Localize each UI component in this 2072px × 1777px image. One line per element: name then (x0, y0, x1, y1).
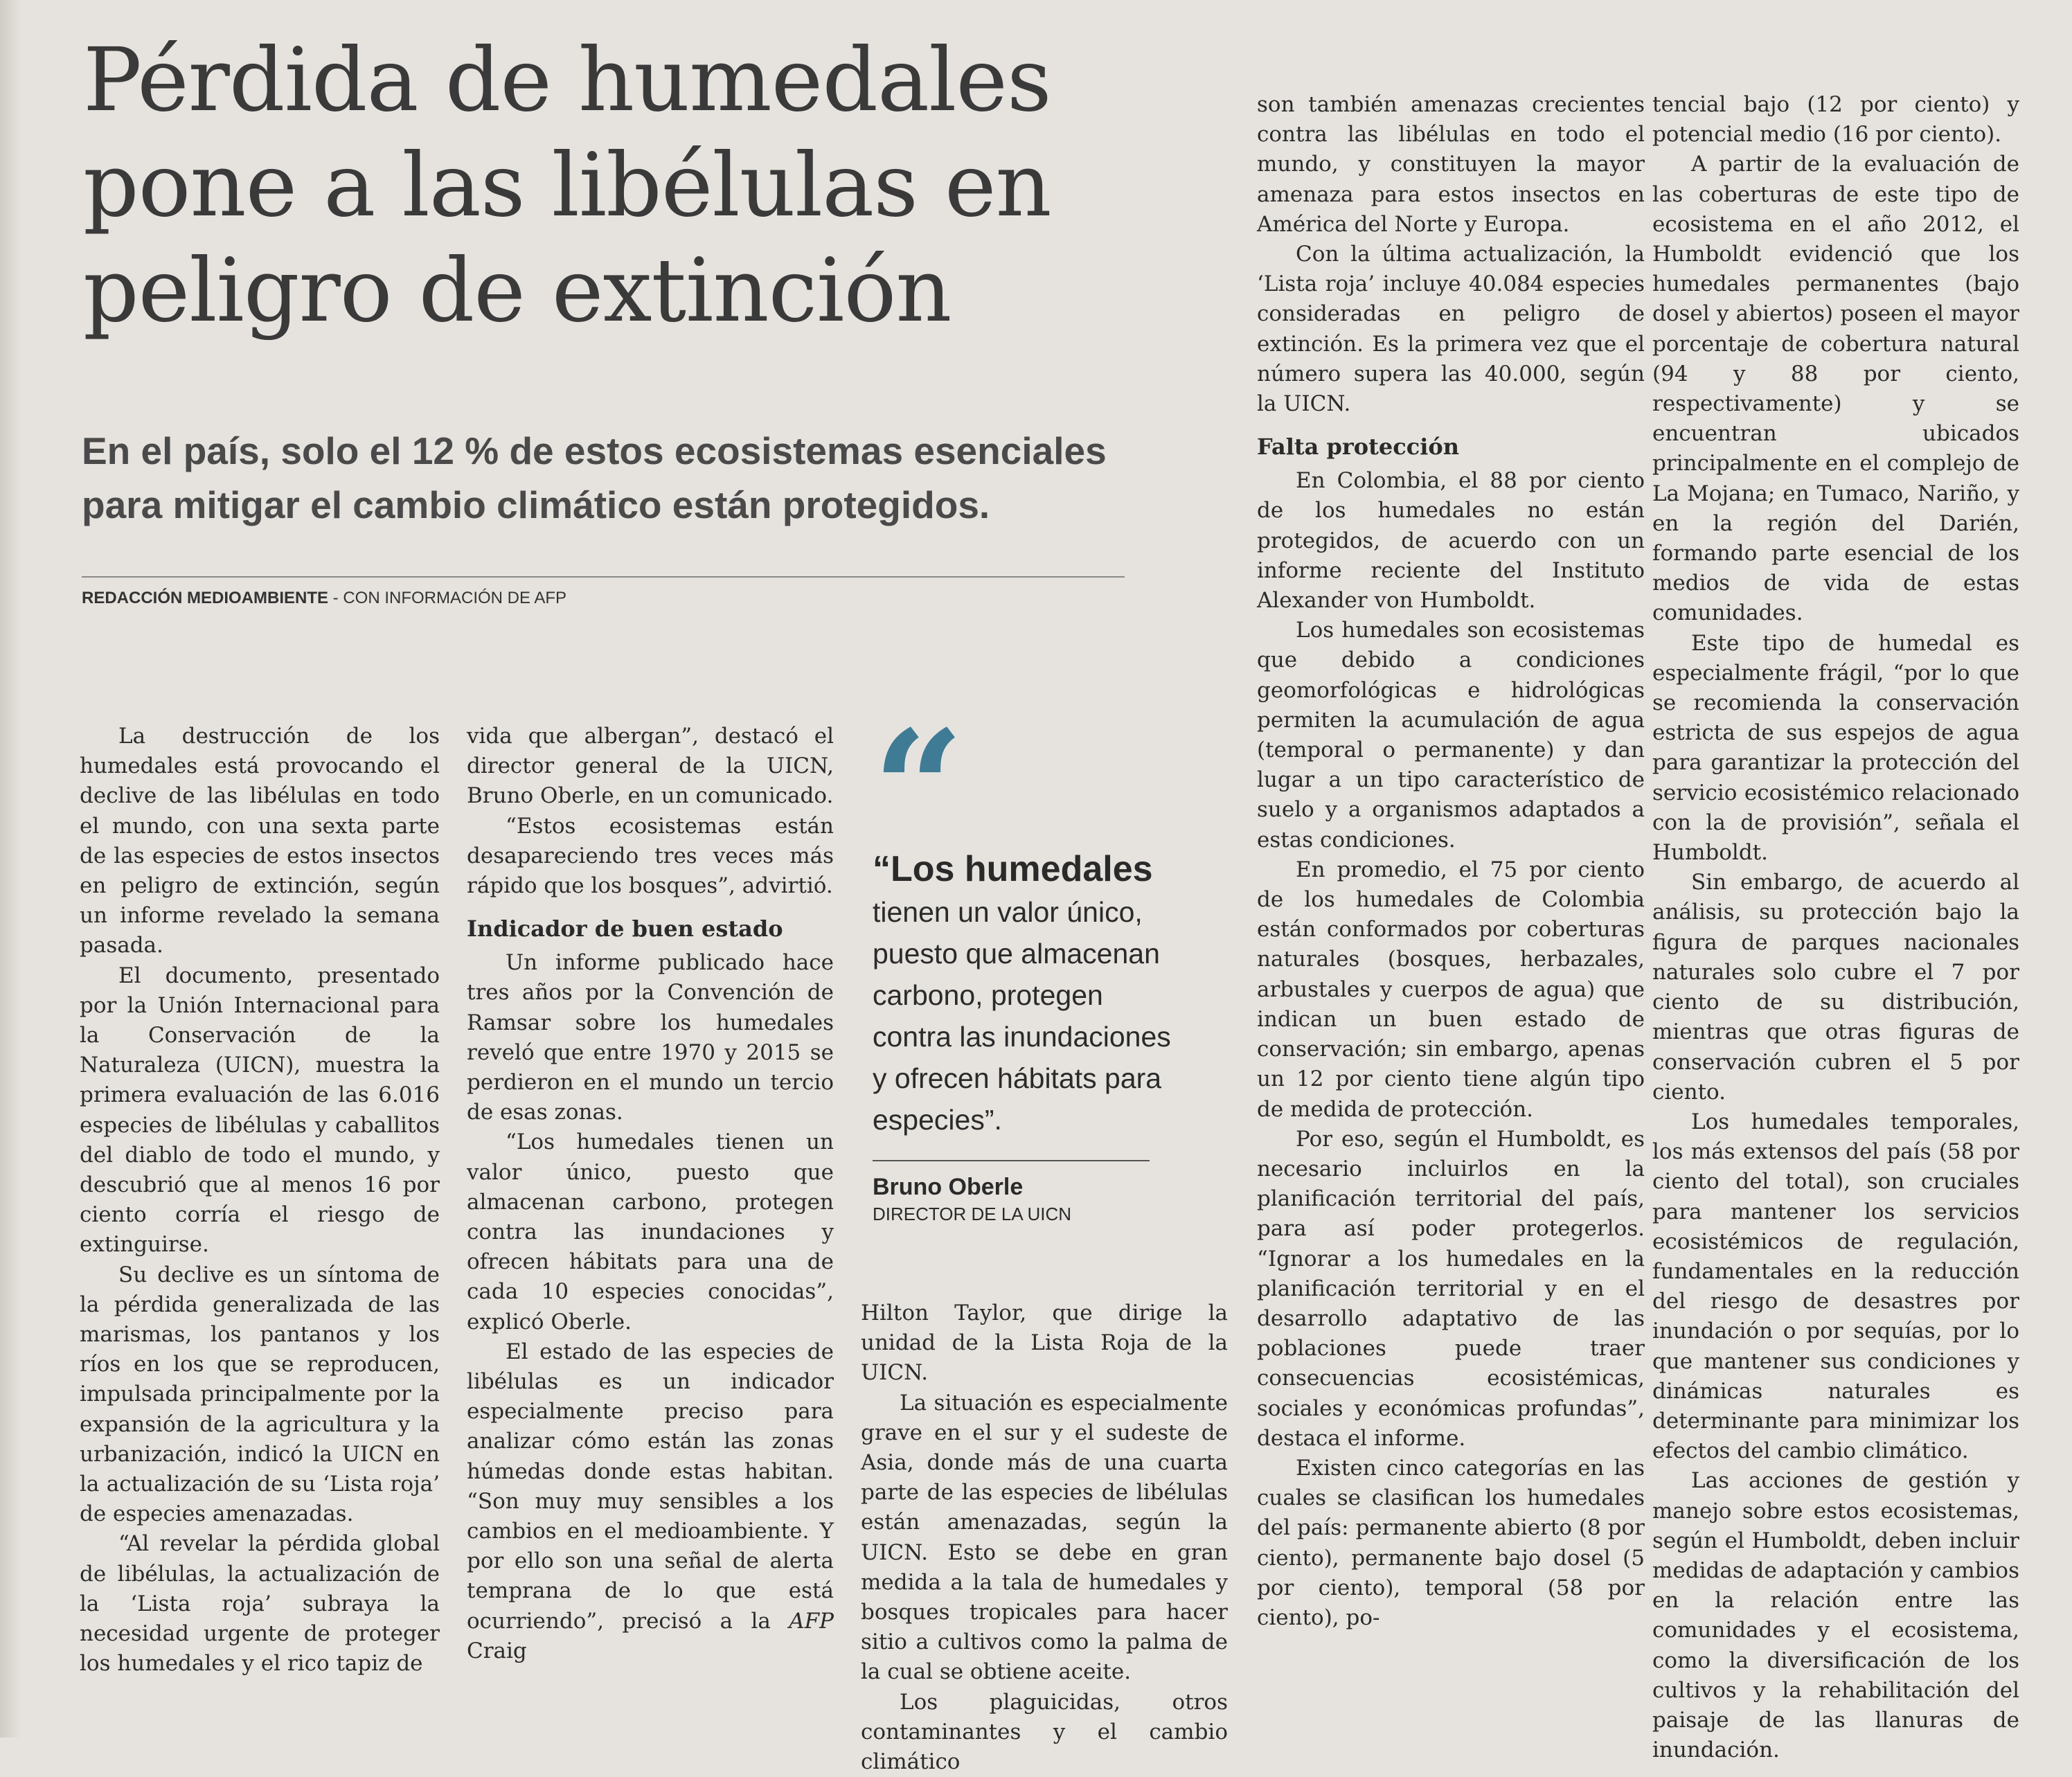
byline-source: - CON INFORMACIÓN DE AFP (328, 589, 567, 607)
byline-divider (82, 576, 1125, 578)
body-column-4 (1257, 90, 1645, 1633)
pull-quote-line: contra las inundaciones (873, 1021, 1171, 1053)
pull-quote-line: puesto que almacenan (873, 938, 1160, 970)
paragraph: Con la última actualización, la ‘Lista roja’ incluye 40.084 especies consideradas en peligro de extinción. Es la primera vez que el número supera las 40.000, según la UICN. (1257, 242, 1645, 417)
paragraph: Los humedales son ecosistemas que debido a condiciones geomorfológicas e hidrológicas permiten la acumulación de agua (temporal o permanente) y dan lugar a un tipo característico de suelo y a organismos adaptados a estas condiciones. (1257, 618, 1645, 852)
paragraph: Los plaguicidas, otros contaminantes y el cambio climático (861, 1689, 1228, 1775)
paragraph: En Colombia, el 88 por ciento de los humedales no están protegidos, de acuerdo con un informe reciente del Instituto Alexander von Humboldt. (1257, 468, 1645, 614)
paragraph: La situación es especialmente grave en el sur y el sudeste de Asia, donde más de una cuarta parte de las especies de libélulas están amenazadas, según la UICN. Esto se debe en gran medida a la tala de humedales y bosques tropicales para hacer sitio a cultivos como la palma de la cual se obtiene aceite. (861, 1390, 1228, 1685)
pull-quote-author: Bruno Oberle (873, 1174, 1024, 1200)
headline-line: peligro de extinción (83, 240, 952, 341)
paragraph: Los humedales temporales, los más extensos del país (58 por ciento del total), son cruciales para mantener los servicios ecosistémicos de regulación, fundamentales en la reducción del riesgo de desastres por inundación o por sequías, por lo que mantener sus condiciones y dinámicas naturales es determinante para minimizar los efectos del cambio climático. (1652, 1109, 2019, 1464)
section-heading: Falta protección (1257, 434, 1459, 461)
pull-quote-line: carbono, protegen (873, 979, 1103, 1011)
pull-quote-role: DIRECTOR DE LA UICN (873, 1204, 1072, 1224)
paragraph: Sin embargo, de acuerdo al análisis, su protección bajo la figura de parques nacionales naturales solo cubre el 7 por ciento de su distribución, mientras que otras figuras de conservación cubren el 5 por ciento. (1652, 870, 2019, 1105)
paragraph: “Los humedales tienen un valor único, puesto que almacenan carbono, protegen contra las inundaciones y ofrecen hábitats para una de cada 10 especies conocidas”, explicó Oberle. (467, 1129, 834, 1334)
paragraph-text: El estado de las especies de libélulas es un indicador especialmente preciso para analizar cómo están las zonas húmedas donde estas habitan. “Son muy muy sensibles a los cambios en el medioambiente. Y por ello son una señal de alerta temprana de lo que está ocurriendo”, precisó a la (467, 1339, 834, 1634)
pull-quote-line: y ofrecen hábitats para (873, 1062, 1162, 1094)
pull-quote-lead: “Los humedales (873, 849, 1153, 889)
body-column-5 (1652, 90, 2019, 1765)
article-headline (83, 28, 1219, 343)
article-subheadline (82, 424, 1162, 532)
pull-quote-text (873, 891, 1205, 1141)
subhead-line: En el país, solo el 12 % de estos ecosistemas esenciales (82, 429, 1107, 472)
paragraph: Este tipo de humedal es especialmente frágil, “por lo que se recomienda la conservación estricta de sus espejos de agua para garantizar la protección del servicio ecosistémico relacionado con la de provisión”, señala el Humboldt. (1652, 630, 2019, 866)
headline-line: Pérdida de humedales (83, 29, 1051, 131)
pull-quote-line: tienen un valor único, (873, 896, 1143, 928)
paragraph: En promedio, el 75 por ciento de los humedales de Colombia están conformados por coberturas naturales (bosques, herbazales, arbustales y cuerpos de agua) que indican un buen estado de conservación; sin embargo, apenas un 12 por ciento tiene algún tipo de medida de protección. (1257, 857, 1645, 1122)
paragraph: Por eso, según el Humboldt, es necesario incluirlos en la planificación territorial del país, para así poder protegerlos. “Ignorar a los humedales en la planificación territorial y en el desarrollo adaptativo de las poblaciones puede traer consecuencias ecosistémicas, sociales y económicas profundas”, destaca el informe. (1257, 1126, 1645, 1451)
paragraph: “Al revelar la pérdida global de libélulas, la actualización de la ‘Lista roja’ subraya la necesidad urgente de proteger los humedales y el rico tapiz de (80, 1531, 440, 1677)
paragraph: Su declive es un síntoma de la pérdida generalizada de las marismas, los pantanos y los ríos en los que se reproducen, impulsada principalmente por la expansión de la agricultura y la urbanización, indicó la UICN en la actualización de su ‘Lista roja’ de especies amenazadas. (80, 1262, 440, 1527)
paragraph: “Estos ecosistemas están desapareciendo tres veces más rápido que los bosques”, advirtió. (467, 813, 834, 899)
subhead-line: para mitigar el cambio climático están protegidos. (82, 483, 990, 526)
body-column-1 (80, 722, 440, 1679)
paragraph: La destrucción de los humedales está provocando el declive de las libélulas en todo el mundo, con una sexta parte de las especies de estos insectos en peligro de extinción, según un informe revelado la semana pasada. (80, 724, 440, 958)
paragraph: son también amenazas crecientes contra las libélulas en todo el mundo, y constituyen la mayor amenaza para estos insectos en América del Norte y Europa. (1257, 92, 1645, 237)
paragraph: Las acciones de gestión y manejo sobre estos ecosistemas, según el Humboldt, deben incluir medidas de adaptación y cambios en la relación entre las comunidades y el ecosistema, como la diversificación de los cultivos y la rehabilitación del paisaje de las llanuras de inundación. (1652, 1468, 2019, 1763)
body-column-2 (467, 722, 834, 1666)
quote-mark-icon: “ (873, 696, 965, 883)
byline (82, 589, 982, 608)
paragraph: Hilton Taylor, que dirige la unidad de la Lista Roja de la UICN. (861, 1301, 1228, 1386)
byline-desk: REDACCIÓN MEDIOAMBIENTE (82, 589, 329, 607)
paragraph: tencial bajo (12 por ciento) y potencial medio (16 por ciento). (1652, 92, 2019, 148)
paragraph-text: Craig (467, 1638, 527, 1663)
paragraph: Un informe publicado hace tres años por la Convención de Ramsar sobre los humedales reveló que entre 1970 y 2015 se perdieron en el mundo un tercio de esas zonas. (467, 950, 834, 1125)
pull-quote (873, 696, 1205, 1225)
paragraph: vida que albergan”, destacó el director general de la UICN, Bruno Oberle, en un comunicado. (467, 724, 834, 809)
paragraph (467, 1337, 834, 1666)
agency-name: AFP (789, 1608, 834, 1634)
pull-quote-line: especies”. (873, 1104, 1002, 1136)
page-edge-shadow (0, 0, 21, 1738)
paragraph: A partir de la evaluación de las coberturas de este tipo de ecosistema en el año 2012, el Humboldt evidenció que los humedales permanentes (bajo dosel y abiertos) poseen el mayor porcentaje de cobertura natural (94 y 88 por ciento, respectivamente) y se encuentran ubicados principalmente en el complejo de La Mojana; en Tumaco, Nariño, y en la región del Darién, formando parte esencial de los medios de vida de estas comunidades. (1652, 152, 2019, 626)
paragraph: El documento, presentado por la Unión Internacional para la Conservación de la Naturaleza (UICN), muestra la primera evaluación de las 6.016 especies de libélulas y caballitos del diablo de todo el mundo, y descubrió que al menos 16 por ciento corría el riesgo de extinguirse. (80, 963, 440, 1258)
section-heading: Indicador de buen estado (467, 916, 783, 943)
headline-line: pone a las libélulas en (83, 134, 1051, 236)
body-column-3 (861, 1298, 1228, 1777)
pull-quote-divider (873, 1160, 1150, 1161)
paragraph: Existen cinco categorías en las cuales se clasifican los humedales del país: permanente abierto (8 por ciento), permanente bajo dosel (5 por ciento), temporal (58 por ciento), po- (1257, 1455, 1645, 1630)
